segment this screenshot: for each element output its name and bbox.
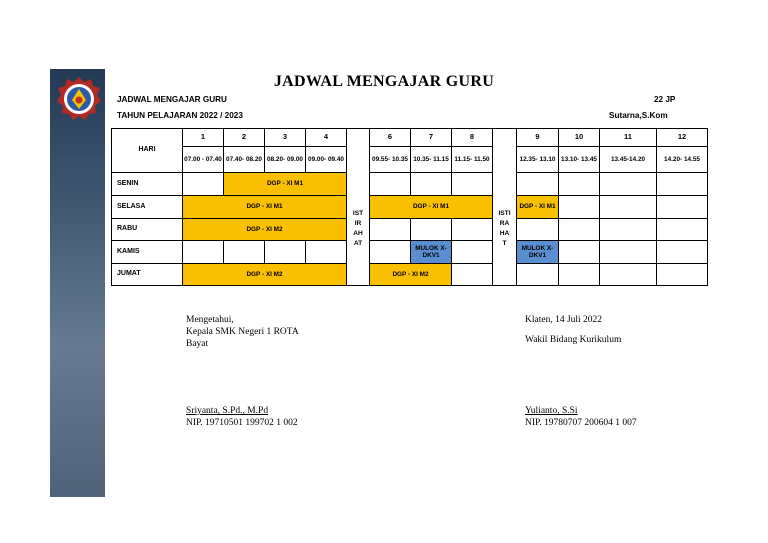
period-time: 08.20- 09.00 — [265, 147, 306, 173]
principal-nip: NIP. 19710501 199702 1 002 — [186, 418, 298, 428]
principal-name: Sriyanta, S.Pd., M.Pd — [186, 406, 269, 416]
period-number: 7 — [411, 129, 452, 147]
period-time: 07.40- 08.20 — [224, 147, 265, 173]
period-number: 2 — [224, 129, 265, 147]
slot-lesson: DGP - XI M1 — [183, 196, 347, 219]
page-title: JADWAL MENGAJAR GURU — [273, 73, 495, 90]
period-time: 13.45-14.20 — [600, 147, 657, 173]
slot-lesson: DGP - XI M2 — [370, 264, 452, 286]
period-time-row — [112, 147, 708, 173]
break-column-istirahat-2: ISTI RA HA T — [493, 173, 517, 286]
slot-empty — [559, 196, 600, 219]
period-number-row — [112, 129, 708, 147]
slot-lesson: MULOK X-DKV1 — [411, 241, 452, 264]
slot-empty — [600, 219, 657, 241]
day-column-header: HARI — [112, 129, 183, 173]
period-time: 10.35- 11.15 — [411, 147, 452, 173]
slot-empty — [657, 219, 708, 241]
signature-name-right — [525, 405, 637, 429]
slot-lesson: MULOK X-DKV1 — [517, 241, 559, 264]
slot-empty — [370, 219, 411, 241]
header-subtitle: JADWAL MENGAJAR GURU — [117, 95, 227, 104]
slot-empty — [559, 173, 600, 196]
slot-empty — [224, 241, 265, 264]
period-number: 10 — [559, 129, 600, 147]
slot-empty — [452, 219, 493, 241]
slot-empty — [370, 241, 411, 264]
schedule-table — [111, 128, 708, 286]
slot-empty — [559, 219, 600, 241]
period-number: 4 — [306, 129, 347, 147]
period-number: 3 — [265, 129, 306, 147]
slot-empty — [657, 241, 708, 264]
day-row-rabu — [112, 219, 708, 241]
day-label: SENIN — [112, 173, 183, 196]
break-column-istirahat-1: IST IR AH AT — [347, 173, 370, 286]
period-time: 11.15- 11.50 — [452, 147, 493, 173]
slot-lesson: DGP - XI M1 — [370, 196, 493, 219]
slot-empty — [657, 264, 708, 286]
slot-empty — [183, 173, 224, 196]
period-number: 11 — [600, 129, 657, 147]
slot-empty — [600, 264, 657, 286]
period-number: 12 — [657, 129, 708, 147]
place-date: Klaten, 14 Juli 2022 — [525, 315, 603, 325]
slot-empty — [183, 241, 224, 264]
day-label: JUMAT — [112, 264, 183, 286]
slot-empty — [657, 173, 708, 196]
slot-lesson: DGP - XI M2 — [183, 219, 347, 241]
period-time: 13.10- 13.45 — [559, 147, 600, 173]
vice-principal-nip: NIP. 19780707 200604 1 007 — [525, 418, 637, 428]
slot-empty — [370, 173, 411, 196]
slot-empty — [600, 196, 657, 219]
period-time: 09.00- 09.40 — [306, 147, 347, 173]
slot-lesson: DGP - XI M1 — [224, 173, 347, 196]
period-number: 6 — [370, 129, 411, 147]
day-row-selasa — [112, 196, 708, 219]
slot-empty — [559, 264, 600, 286]
header-academic-year: TAHUN PELAJARAN 2022 / 2023 — [117, 111, 243, 120]
break-header-2 — [493, 129, 517, 173]
slot-empty — [452, 264, 493, 286]
signature-name-left — [186, 405, 298, 429]
school-location: Bayat — [186, 339, 209, 349]
period-number: 9 — [517, 129, 559, 147]
slot-empty — [517, 264, 559, 286]
header-total-hours: 22 JP — [654, 95, 676, 104]
acknowledgement-label: Mengetahui, — [186, 315, 234, 325]
slot-lesson: DGP - XI M1 — [517, 196, 559, 219]
day-label: SELASA — [112, 196, 183, 219]
slot-empty — [306, 241, 347, 264]
signature-block-left — [186, 314, 299, 350]
principal-title: Kepala SMK Negeri 1 ROTA — [186, 327, 299, 337]
period-time: 12.35- 13.10 — [517, 147, 559, 173]
vice-principal-title: Wakil Bidang Kurikulum — [525, 335, 622, 345]
day-row-kamis — [112, 241, 708, 264]
period-time: 07.00 - 07.40 — [183, 147, 224, 173]
slot-empty — [600, 173, 657, 196]
vice-principal-name: Yulianto, S.Si — [525, 406, 578, 416]
slot-empty — [657, 196, 708, 219]
day-row-jumat — [112, 264, 708, 286]
header-teacher-name: Sutarna,S.Kom — [609, 111, 668, 120]
slot-empty — [452, 241, 493, 264]
period-number: 8 — [452, 129, 493, 147]
period-number: 1 — [183, 129, 224, 147]
signature-block-right — [525, 314, 621, 346]
slot-empty — [559, 241, 600, 264]
period-time: 14.20- 14.55 — [657, 147, 708, 173]
slot-empty — [600, 241, 657, 264]
day-row-senin — [112, 173, 708, 196]
slot-empty — [411, 219, 452, 241]
slot-empty — [517, 173, 559, 196]
day-label: KAMIS — [112, 241, 183, 264]
break-header-1 — [347, 129, 370, 173]
slot-lesson: DGP - XI M2 — [183, 264, 347, 286]
period-time: 09.55- 10.35 — [370, 147, 411, 173]
sidebar-decoration — [50, 69, 105, 497]
day-label: RABU — [112, 219, 183, 241]
slot-empty — [452, 173, 493, 196]
slot-empty — [411, 173, 452, 196]
slot-empty — [517, 219, 559, 241]
slot-empty — [265, 241, 306, 264]
